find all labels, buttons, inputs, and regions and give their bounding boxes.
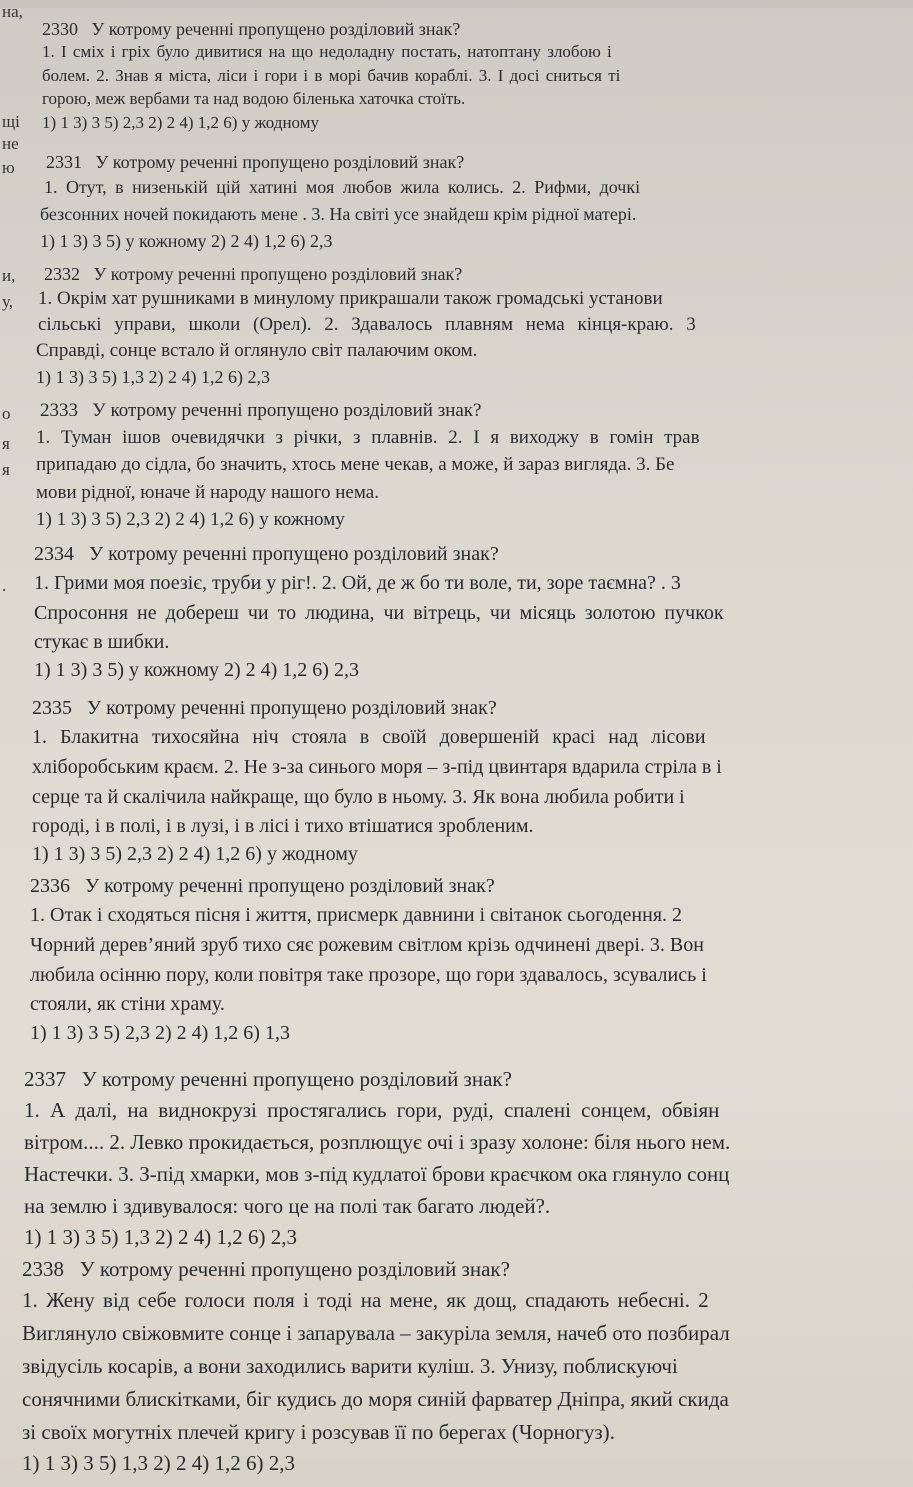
question-number: 2333	[40, 400, 78, 421]
question-heading	[0, 872, 913, 900]
question-text-line: болем. 2. Знав я міста, ліси і гори і в морі бачив кораблі. 3. І досі сниться ті	[42, 66, 621, 85]
question-prompt: У котрому реченні пропущено розділовий знак?	[92, 400, 482, 421]
margin-fragment: .	[2, 576, 7, 595]
question-text-line: Настечки. 3. З-під хмарки, мов з-під кудлатої брови краєчком ока глянуло сонц	[24, 1162, 730, 1186]
question-2336	[0, 872, 913, 1048]
answer-options: 1) 1 3) 3 5) у кожному 2) 2 4) 1,2 6) 2,3	[40, 231, 333, 251]
margin-fragment: ю	[2, 158, 15, 177]
question-2338	[0, 1254, 913, 1478]
question-text-line: 1. Блакитна тихосяйна ніч стояла в своїй довершеній красі над лісови	[32, 726, 706, 748]
question-prompt: У котрому реченні пропущено розділовий знак?	[95, 152, 465, 172]
answer-options: 1) 1 3) 3 5) 2,3 2) 2 4) 1,2 6) у жодному	[32, 843, 358, 865]
question-text-line: зі своїх могутніх плечей кригу і розсував її по берегах (Чорногуз).	[22, 1420, 615, 1444]
question-prompt: У котрому реченні пропущено розділовий знак?	[91, 19, 461, 39]
question-heading	[0, 18, 913, 40]
question-heading	[0, 398, 913, 424]
question-2333	[0, 398, 913, 534]
answer-options: 1) 1 3) 3 5) 2,3 2) 2 4) 1,2 6) у жодному	[42, 113, 319, 132]
question-2335	[0, 694, 913, 868]
question-text-line: сільські управи, школи (Орел). 2. Здавалось плавням нема кінця-краю. 3	[38, 314, 696, 335]
question-text-line: 1. А далі, на виднокрузі простягались гори, руді, спалені сонцем, обвіян	[24, 1098, 720, 1122]
question-number: 2331	[46, 152, 82, 172]
question-heading	[0, 694, 913, 722]
question-text-line: безсонних ночей покидають мене . 3. На світі усе знайдеш крім рідної матері.	[40, 204, 637, 224]
question-heading	[0, 150, 913, 174]
question-heading	[0, 540, 913, 568]
question-text-line: 1. Отут, в низенькій цій хатині моя любов жила колись. 2. Рифми, дочкі	[44, 177, 641, 197]
margin-fragment: щі	[2, 112, 20, 131]
margin-fragment: на,	[2, 2, 23, 21]
question-heading	[0, 262, 913, 286]
question-prompt: У котрому реченні пропущено розділовий знак?	[81, 1067, 512, 1091]
question-number: 2334	[34, 543, 74, 565]
question-text-line: вітром.... 2. Левко прокидається, розплющує очі і зразу холоне: біля нього нем.	[24, 1130, 731, 1154]
margin-fragment: о	[2, 404, 11, 423]
margin-fragment: я	[2, 460, 10, 479]
question-text-line: стояли, як стіни храму.	[30, 993, 225, 1015]
margin-fragment: я	[2, 434, 10, 453]
question-text-line: Справді, сонце встало й оглянуло світ палаючим оком.	[36, 340, 478, 361]
question-text-line: 1. Жену від себе голоси поля і тоді на мене, як дощ, спадають небесні. 2	[22, 1288, 709, 1312]
question-text-line: 1. Туман ішов очевидячки з річки, з плавнів. 2. І я виходжу в гомін трав	[36, 427, 700, 448]
question-number: 2337	[24, 1067, 66, 1091]
answer-options: 1) 1 3) 3 5) 1,3 2) 2 4) 1,2 6) 2,3	[22, 1451, 295, 1475]
question-number: 2332	[44, 264, 80, 284]
question-number: 2338	[22, 1257, 64, 1281]
answer-options: 1) 1 3) 3 5) 1,3 2) 2 4) 1,2 6) 2,3	[36, 367, 270, 387]
question-prompt: У котрому реченні пропущено розділовий знак?	[85, 875, 495, 897]
question-text-line: 1. Окрім хат рушниками в минулому прикрашали також громадські установи	[38, 288, 663, 309]
question-prompt: У котрому реченні пропущено розділовий знак?	[79, 1257, 510, 1281]
margin-fragment: и,	[2, 266, 16, 285]
question-text-line: Виглянуло свіжовмите сонце і запарувала – закуріла земля, начеб ото позбирал	[22, 1321, 730, 1345]
question-2330	[0, 18, 913, 136]
previous-page-edge	[0, 0, 913, 8]
question-prompt: У котрому реченні пропущено розділовий знак?	[87, 697, 497, 719]
question-text-line: на землю і здивувалося: чого це на полі так багато людей?.	[24, 1194, 551, 1218]
answer-options: 1) 1 3) 3 5) 2,3 2) 2 4) 1,2 6) у кожному	[36, 509, 345, 530]
answer-options: 1) 1 3) 3 5) 2,3 2) 2 4) 1,2 6) 1,3	[30, 1022, 290, 1044]
question-text-line: городі, і в полі, і в лузі, і в лісі і тихо втішатися зробленим.	[32, 815, 534, 837]
question-2332	[0, 262, 913, 391]
question-2337	[0, 1064, 913, 1252]
question-heading	[0, 1254, 913, 1284]
question-heading	[0, 1064, 913, 1094]
question-text-line: Спросоння не добереш чи то людина, чи вітрець, чи місяць золотою пучкок	[34, 602, 724, 624]
question-2331	[0, 150, 913, 254]
question-number: 2335	[32, 697, 72, 719]
question-text-line: Чорний дерев’яний зруб тихо сяє рожевим світлом крізь одчинені двері. 3. Вон	[30, 934, 704, 956]
margin-fragment: не	[2, 134, 19, 153]
question-text-line: звідусіль косарів, а вони заходились варити куліш. 3. Унизу, поблискуючі	[22, 1354, 678, 1378]
question-text-line: серце та й скалічила найкраще, що було в ньому. 3. Як вона любила робити і	[32, 786, 685, 808]
question-text-line: хліборобським краєм. 2. Не з-за синього моря – з-під цвинтаря вдарила стріла в і	[32, 756, 722, 778]
question-number: 2336	[30, 875, 70, 897]
answer-options: 1) 1 3) 3 5) 1,3 2) 2 4) 1,2 6) 2,3	[24, 1225, 297, 1249]
question-text-line: мови рідної, юначе й народу нашого нема.	[36, 482, 379, 503]
question-prompt: У котрому реченні пропущено розділовий знак?	[93, 264, 463, 284]
question-number: 2330	[42, 19, 78, 39]
question-prompt: У котрому реченні пропущено розділовий знак?	[89, 543, 499, 565]
question-text-line: любила осінню пору, коли повітря таке прозоре, що гори здавалось, зсувались і	[30, 964, 707, 986]
question-text-line: стукає в шибки.	[34, 631, 170, 653]
question-2334	[0, 540, 913, 684]
question-text-line: припадаю до сідла, бо значить, хтось мене чекав, а може, й зараз вигляда. 3. Бе	[36, 454, 675, 475]
question-text-line: 1. Отак і сходяться пісня і життя, присмерк давнини і світанок сьогодення. 2	[30, 904, 683, 926]
question-text-line: 1. І сміх і гріх було дивитися на що недоладну постать, натоптану злобою і	[42, 42, 612, 61]
margin-fragment: у,	[2, 292, 14, 311]
question-text-line: сонячними блискітками, біг кудись до моря синій фарватер Дніпра, який скида	[22, 1387, 729, 1411]
question-text-line: горою, меж вербами та над водою біленька хаточка стоїть.	[42, 89, 466, 108]
answer-options: 1) 1 3) 3 5) у кожному 2) 2 4) 1,2 6) 2,3	[34, 659, 359, 681]
question-text-line: 1. Грими моя поезіє, труби у ріг!. 2. Ой, де ж бо ти воле, ти, зоре таємна? . 3	[34, 572, 681, 594]
